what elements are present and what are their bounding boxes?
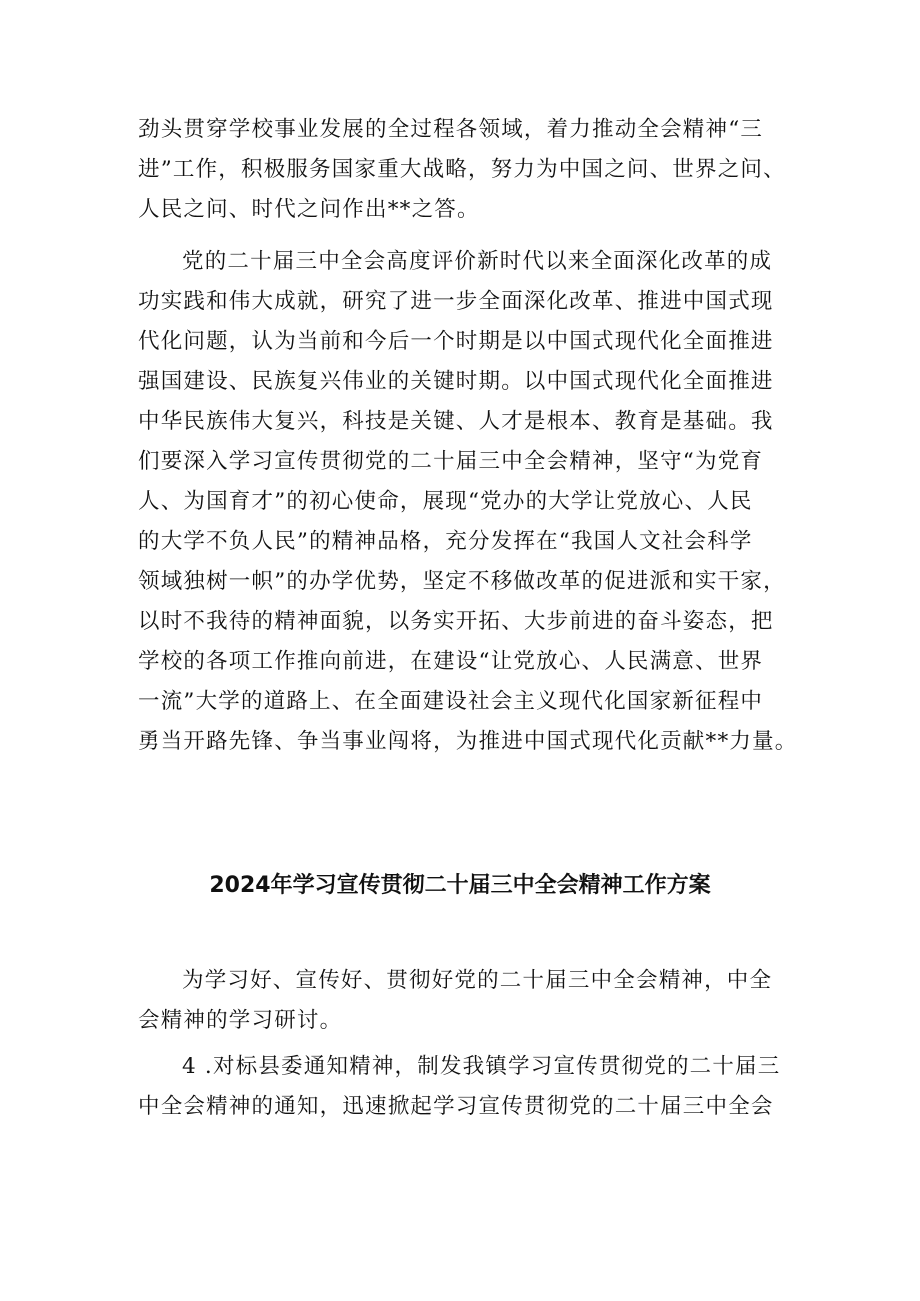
text-line: 的大学不负人民”的精神品格，充分发挥在“我国人文社会科学 xyxy=(138,529,753,554)
text-line: 勇当开路先锋、争当事业闯将，为推进中国式现代化贡献**力量。 xyxy=(138,729,798,754)
paragraph-reform-overview xyxy=(138,242,798,762)
text-line: 4 .对标县委通知精神，制发我镇学习宣传贯彻党的二十届三 xyxy=(182,1054,781,1079)
paragraph-item-4 xyxy=(138,1047,798,1127)
text-line: 代化问题，认为当前和今后一个时期是以中国式现代化全面推进 xyxy=(138,329,774,354)
text-line: 领域独树一帜”的办学优势，坚定不移做改革的促进派和实干家， xyxy=(138,569,786,594)
text-line: 党的二十届三中全会高度评价新时代以来全面深化改革的成 xyxy=(182,249,773,274)
text-line: 中华民族伟大复兴，科技是关键、人才是根本、教育是基础。我 xyxy=(138,409,774,434)
text-line: 学校的各项工作推向前进，在建设“让党放心、人民满意、世界 xyxy=(138,649,764,674)
paragraph-intro xyxy=(138,961,798,1041)
text-line: 中全会精神的通知，迅速掀起学习宣传贯彻党的二十届三中全会 xyxy=(138,1094,774,1119)
text-line: 一流”大学的道路上、在全面建设社会主义现代化国家新征程中 xyxy=(138,689,764,714)
text-line: 功实践和伟大成就，研究了进一步全面深化改革、推进中国式现 xyxy=(138,289,774,314)
text-line: 强国建设、民族复兴伟业的关键时期。以中国式现代化全面推进 xyxy=(138,369,774,394)
text-line: 人民之问、时代之问作出**之答。 xyxy=(138,197,480,222)
text-line: 为学习好、宣传好、贯彻好党的二十届三中全会精神，中全 xyxy=(182,968,773,993)
text-line: 以时不我待的精神面貌，以务实开拓、大步前进的奋斗姿态，把 xyxy=(138,609,774,634)
section-heading: 2024年学习宣传贯彻二十届三中全会精神工作方案 xyxy=(209,873,711,898)
paragraph-continuation xyxy=(138,110,798,230)
text-line: 进”工作，积极服务国家重大战略，努力为中国之问、世界之问、 xyxy=(138,157,786,182)
text-line: 会精神的学习研讨。 xyxy=(138,1008,343,1033)
text-line: 人、为国育才”的初心使命，展现“党办的大学让党放心、人民 xyxy=(138,489,753,514)
text-line: 们要深入学习宣传贯彻党的二十届三中全会精神，坚守“为党育 xyxy=(138,449,764,474)
text-line: 劲头贯穿学校事业发展的全过程各领域，着力推动全会精神“三 xyxy=(138,117,764,142)
